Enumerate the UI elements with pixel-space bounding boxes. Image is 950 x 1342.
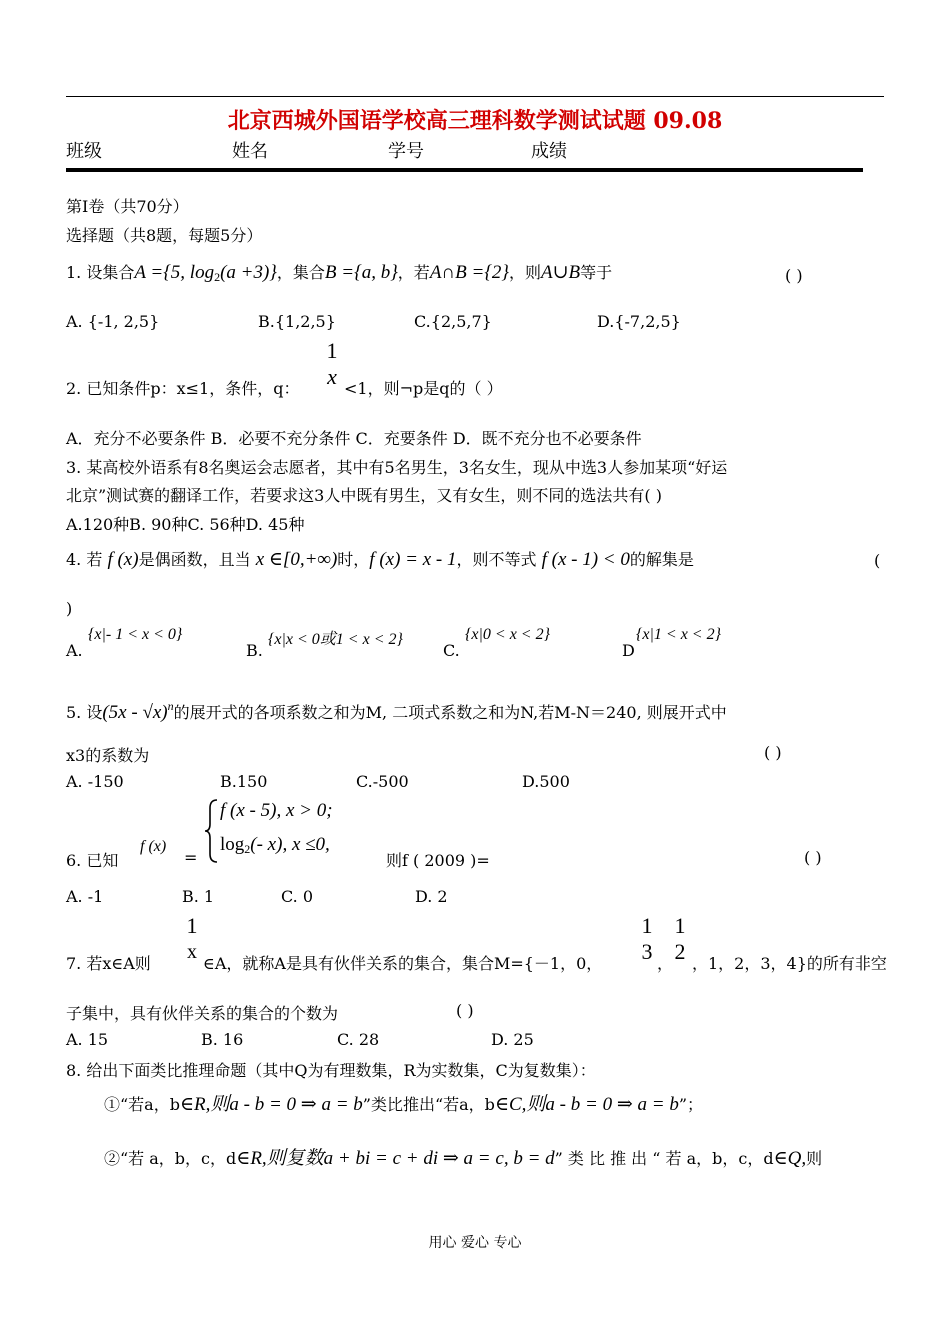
question-1: 1. 设集合A ={5, $\log_2(a +3)$}，集合B ={a, b}，若A∩B ={2}，则A∪B等于 bbox=[66, 262, 613, 284]
question-5-line-2: x3的系数为 bbox=[66, 746, 150, 765]
question-7-middle: ∈A，就称A是具有伙伴关系的集合，集合M={－1，0， bbox=[203, 954, 603, 973]
q1-option-c: C.{2,5,7} bbox=[414, 312, 492, 331]
q7-option-b: B. 16 bbox=[201, 1030, 244, 1049]
q7-fraction-3-denominator: 2 bbox=[674, 939, 686, 964]
q7-option-d: D. 25 bbox=[491, 1030, 534, 1049]
q4-option-a-label: A. bbox=[66, 641, 83, 660]
q7-fraction-1 bbox=[182, 913, 202, 965]
q6-option-b: B. 1 bbox=[182, 887, 215, 906]
q4-option-d-label: D bbox=[622, 641, 635, 660]
q6-equals: = bbox=[184, 848, 198, 867]
q6-left-brace bbox=[204, 798, 220, 864]
q7-fraction-3-numerator: 1 bbox=[674, 913, 686, 938]
q4-option-c-label: C. bbox=[443, 641, 460, 660]
page-title: 北京西城外国语学校高三理科数学测试试题 09.08 bbox=[227, 108, 723, 134]
question-3-line-1: 3. 某高校外语系有8名奥运会志愿者，其中有5名男生，3名女生，现从中选3人参加某项“好运 bbox=[66, 458, 728, 477]
volume-heading: 第Ⅰ卷（共70分） bbox=[66, 197, 189, 216]
q4-option-b-label: B. bbox=[246, 641, 263, 660]
q8-statement-1: ①“若a，b∈R,则a - b = 0 ⇒ a = b”类比推出“若a，b∈C,则a - b = 0 ⇒ a = b”； bbox=[104, 1094, 704, 1115]
q8-statement-2: ②“若 a，b，c，d∈R,则复数a + bi = c + di ⇒ a = c, b = d” 类 比 推 出 “ 若 a，b，c，d∈Q,则 bbox=[104, 1148, 823, 1169]
question-7-start: 7. 若x∈A则 bbox=[66, 954, 151, 973]
q7-option-c: C. 28 bbox=[337, 1030, 380, 1049]
q4-option-a: {x|- 1 < x < 0} bbox=[88, 626, 183, 643]
q3-options: A.120种B. 90种C. 56种D. 45种 bbox=[66, 515, 305, 534]
q1-option-a: A. {-1, 2,5} bbox=[66, 312, 160, 331]
q5-option-b: B.150 bbox=[220, 772, 268, 791]
q7-answer-bracket: ( ) bbox=[456, 1001, 474, 1020]
header-score-label: 成绩 bbox=[531, 141, 567, 162]
q7-fraction-3 bbox=[671, 913, 689, 965]
question-2-start: 2. 已知条件p：x≤1，条件，q： bbox=[66, 379, 300, 398]
q7-fraction-2 bbox=[638, 913, 656, 965]
page-footer: 用心 爱心 专心 bbox=[428, 1235, 522, 1251]
q7-fraction-1-denominator: x bbox=[187, 941, 197, 963]
q6-case-2: $\log_2(-$ x), x ≤0, bbox=[220, 834, 330, 856]
q7-comma: ， bbox=[657, 954, 674, 973]
q6-option-a: A. -1 bbox=[66, 887, 104, 906]
q1-answer-bracket: ( ) bbox=[785, 266, 803, 285]
question-7-line-2: 子集中，具有伙伴关系的集合的个数为 bbox=[66, 1004, 339, 1023]
q1-option-d: D.{-7,2,5} bbox=[597, 312, 681, 331]
q5-option-c: C.-500 bbox=[356, 772, 409, 791]
q2-fraction-numerator: 1 bbox=[326, 338, 338, 363]
question-7-end: ，1，2，3，4}的所有非空 bbox=[692, 954, 887, 973]
q5-answer-bracket: ( ) bbox=[764, 743, 782, 762]
q6-answer-bracket: ( ) bbox=[804, 848, 822, 867]
q7-option-a: A. 15 bbox=[66, 1030, 109, 1049]
q6-option-d: D. 2 bbox=[415, 887, 448, 906]
q6-function: f (x) bbox=[140, 838, 167, 855]
question-6-start: 6. 已知 bbox=[66, 851, 119, 870]
q2-fraction bbox=[322, 338, 342, 390]
header-name-label: 姓名 bbox=[232, 141, 268, 162]
q1-option-b: B.{1,2,5} bbox=[258, 312, 336, 331]
header-thick-rule bbox=[66, 168, 863, 172]
q5-option-a: A. -150 bbox=[66, 772, 124, 791]
q4-bracket-close: ) bbox=[66, 599, 73, 618]
section-heading: 选择题（共8题，每题5分） bbox=[66, 226, 263, 245]
q4-option-d: {x|1 < x < 2} bbox=[636, 626, 721, 643]
question-3-line-2: 北京”测试赛的翻译工作，若要求这3人中既有男生，又有女生，则不同的选法共有( ) bbox=[66, 486, 662, 505]
q7-fraction-1-numerator: 1 bbox=[186, 913, 198, 938]
question-2-end: <1，则¬p是q的（ ） bbox=[344, 379, 503, 398]
q4-option-b: {x|x < 0或1 < x < 2} bbox=[268, 631, 403, 648]
question-5: 5. 设(5x - √x)$^n$的展开式的各项系数之和为M, 二项式系数之和为N,若M-N＝240, 则展开式中 bbox=[66, 699, 727, 723]
question-4: 4. 若 f (x)是偶函数，且当 x ∈[0,+∞)时，f (x) = x - 1，则不等式 f (x - 1) < 0的解集是 bbox=[66, 549, 694, 570]
q6-option-c: C. 0 bbox=[281, 887, 314, 906]
q2-options: A．充分不必要条件 B．必要不充分条件 C．充要条件 D．既不充分也不必要条件 bbox=[66, 429, 642, 448]
header-number-label: 学号 bbox=[388, 141, 424, 162]
q2-fraction-denominator: x bbox=[327, 364, 337, 389]
q4-bracket-open: ( bbox=[874, 551, 881, 570]
q4-option-c: {x|0 < x < 2} bbox=[465, 626, 550, 643]
q7-fraction-2-numerator: 1 bbox=[641, 913, 653, 938]
q7-fraction-2-denominator: 3 bbox=[641, 939, 653, 964]
q5-option-d: D.500 bbox=[522, 772, 570, 791]
q6-case-1: f (x - 5), x > 0; bbox=[220, 800, 333, 821]
question-6-end: 则f ( 2009 )= bbox=[386, 851, 490, 870]
top-rule bbox=[66, 96, 884, 97]
header-class-label: 班级 bbox=[66, 141, 102, 162]
question-8-intro: 8. 给出下面类比推理命题（其中Q为有理数集，R为实数集，C为复数集）： bbox=[66, 1061, 596, 1080]
